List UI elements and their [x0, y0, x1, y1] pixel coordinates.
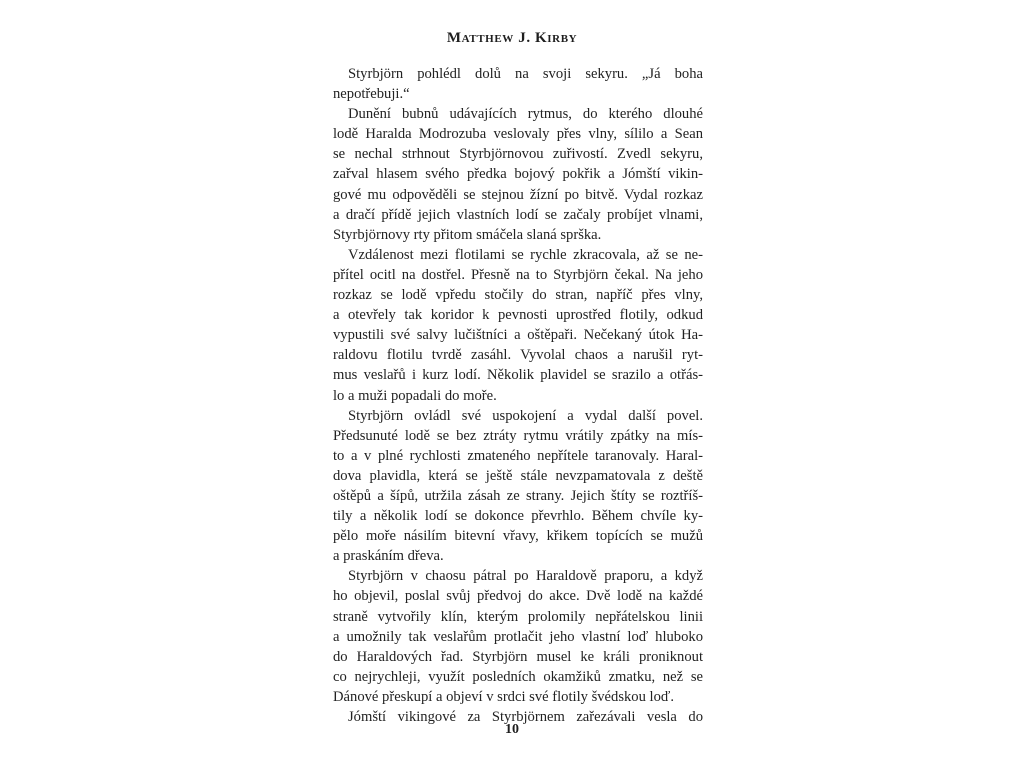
text-line: a otevřely tak koridor k pevnosti uprostřed flotily, odkud	[333, 307, 703, 324]
text-line: mus veslařů i kurz lodí. Několik plavidel se srazilo a otřás-	[333, 367, 703, 384]
text-line: Jómští vikingové za Styrbjörnem zařezávali vesla do	[348, 709, 703, 725]
text-line: Styrbjörn v chaosu pátral po Haraldově praporu, a když	[348, 568, 703, 585]
running-head: Matthew J. Kirby	[446, 30, 578, 46]
text-line: Dunění bubnů udávajících rytmus, do kterého dlouhé	[348, 106, 703, 123]
text-line: straně vytvořily klín, kterým prolomily nepřátelskou linii	[333, 608, 703, 625]
text-line: přítel ocitl na dostřel. Přesně na to Styrbjörn čekal. Na jeho	[333, 266, 703, 283]
text-line: lodě Haralda Modrozuba veslovaly přes vlny, sílilo a Sean	[333, 126, 703, 143]
text-line: Dánové přeskupí a objeví v srdci své flotily švédskou loď.	[333, 688, 674, 705]
text-line: lo a muži popadali do moře.	[333, 387, 497, 404]
text-line: co nejrychleji, využít posledních okamžiků zmatku, než se	[333, 668, 703, 685]
text-line: to a v plné rychlosti zmateného nepřítele taranovaly. Haral-	[333, 447, 703, 464]
text-line: vypustili své salvy lučištníci a oštěpaři. Nečekaný útok Ha-	[333, 327, 703, 344]
text-line: a umožnily tak veslařům protlačit jeho vlastní loď hluboko	[333, 628, 703, 645]
text-line: rozkaz se lodě vpředu stočily do stran, napříč přes vlny,	[333, 287, 703, 304]
text-line: Předsunuté lodě se bez ztráty rytmu vrátily zpátky na mís-	[333, 427, 703, 444]
text-line: zařval hlasem svého předka bojový pokřik a Jómští vikin-	[333, 166, 703, 183]
text-line: a dračí přídě jejich vlastních lodí se začaly probíjet vlnami,	[333, 206, 703, 223]
text-line: tily a několik lodí se dokonce převrhlo. Během chvíle ky-	[333, 508, 703, 525]
text-line: Vzdálenost mezi flotilami se rychle zkracovala, až se ne-	[348, 246, 703, 263]
text-line: Styrbjörn pohlédl dolů na svoji sekyru. „Já boha	[348, 66, 703, 82]
text-line: Styrbjörn ovládl své uspokojení a vydal další povel.	[348, 407, 703, 424]
text-line: dova plavidla, která se ještě stále nevzpamatovala z deště	[333, 467, 703, 484]
text-line: pělo moře násilím bitevní vřavy, křikem topících se mužů	[333, 528, 703, 545]
text-line: se nechal strhnout Styrbjörnovou zuřivostí. Zvedl sekyru,	[333, 146, 703, 163]
text-line: a praskáním dřeva.	[333, 548, 444, 565]
page-number: 10	[505, 722, 519, 737]
text-line: do Haraldových řad. Styrbjörn musel ke králi proniknout	[333, 648, 703, 665]
text-line: Styrbjörnovy rty přitom smáčela slaná sprška.	[333, 226, 602, 243]
text-line: nepotřebuji.“	[333, 86, 410, 103]
text-line: ho objevil, poslal svůj předvoj do akce. Dvě lodě na každé	[333, 588, 703, 605]
text-line: oštěpů a šípů, utržila zásah ze strany. Jejich štíty se roztříš-	[333, 487, 703, 504]
body-text	[333, 64, 703, 727]
text-line: raldovu flotilu tvrdě zasáhl. Vyvolal chaos a narušil ryt-	[333, 347, 703, 364]
text-line: gové mu odpověděli se stejnou žízní po bitvě. Vydal rozkaz	[333, 186, 703, 203]
